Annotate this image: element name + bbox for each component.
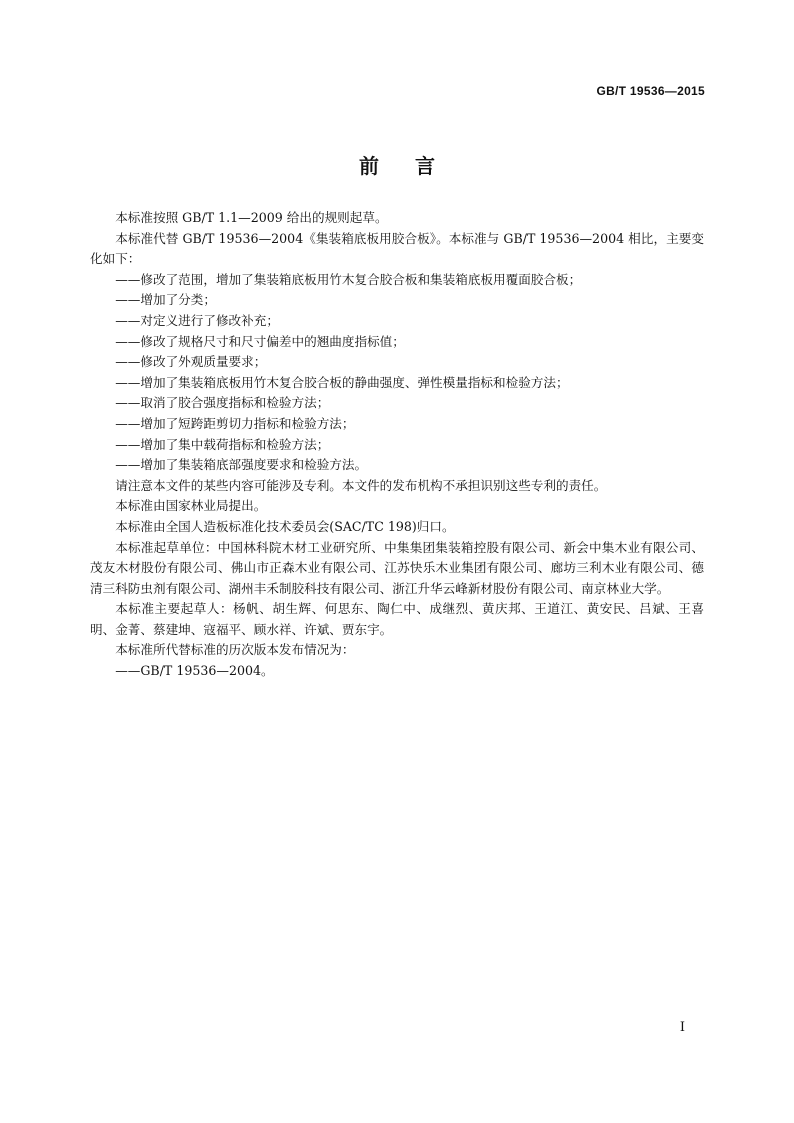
change-item-concentrated-load: ——增加了集中载荷指标和检验方法； [115, 436, 330, 452]
paragraph-drafting-units: 本标准起草单位：中国林科院木材工业研究所、中集集团集装箱控股有限公司、新会中集木业有限公司、茂友木材股份有限公司、佛山市正森木业有限公司、江苏快乐木业集团有限公司、廊坊三利木业有限公司、德清三科防虫剂有限公司、湖州丰禾制胶科技有限公司、浙江升华云峰新材股份有限公司、南京林业大学。 [90, 539, 704, 596]
change-item-scope: ——修改了范围，增加了集装箱底板用竹木复合胶合板和集装箱底板用覆面胶合板； [115, 271, 582, 287]
foreword-body [90, 208, 704, 682]
previous-edition-item: ——GB/T 19536—2004。 [115, 663, 274, 679]
change-item-floor-strength: ——增加了集装箱底部强度要求和检验方法。 [115, 457, 368, 473]
paragraph-replacement: 本标准代替 GB/T 19536—2004《集装箱底板用胶合板》。本标准与 GB/T 19536—2004 相比，主要变化如下： [90, 230, 704, 267]
page-number: I [679, 1020, 685, 1035]
paragraph-previous-editions: 本标准所代替标准的历次版本发布情况为： [115, 642, 355, 658]
change-item-bending-strength: ——增加了集装箱底板用竹木复合胶合板的静曲强度、弹性模量指标和检验方法； [115, 374, 569, 390]
change-item-appearance: ——修改了外观质量要求； [115, 354, 267, 370]
change-item-definition: ——对定义进行了修改补充； [115, 312, 279, 328]
paragraph-proposed-by: 本标准由国家林业局提出。 [115, 498, 267, 514]
change-item-bond-strength: ——取消了胶合强度指标和检验方法； [115, 395, 330, 411]
change-item-shear-force: ——增加了短跨距剪切力指标和检验方法； [115, 415, 355, 431]
paragraph-patent-notice: 请注意本文件的某些内容可能涉及专利。本文件的发布机构不承担识别这些专利的责任。 [115, 477, 607, 493]
paragraph-centralized-by: 本标准由全国人造板标准化技术委员会(SAC/TC 198)归口。 [115, 518, 455, 534]
change-item-warp: ——修改了规格尺寸和尺寸偏差中的翘曲度指标值； [115, 333, 405, 349]
paragraph-drafting-rules: 本标准按照 GB/T 1.1—2009 给出的规则起草。 [115, 210, 388, 225]
paragraph-drafters: 本标准主要起草人：杨帆、胡生辉、何思东、陶仁中、成继烈、黄庆邦、王道江、黄安民、吕斌、王喜明、金菁、蔡建坤、寇福平、顾水祥、许斌、贾东宇。 [90, 601, 704, 637]
standard-number-header: GB/T 19536—2015 [596, 84, 705, 98]
page-title: 前言 [359, 154, 471, 178]
change-item-classification: ——增加了分类； [115, 292, 216, 308]
